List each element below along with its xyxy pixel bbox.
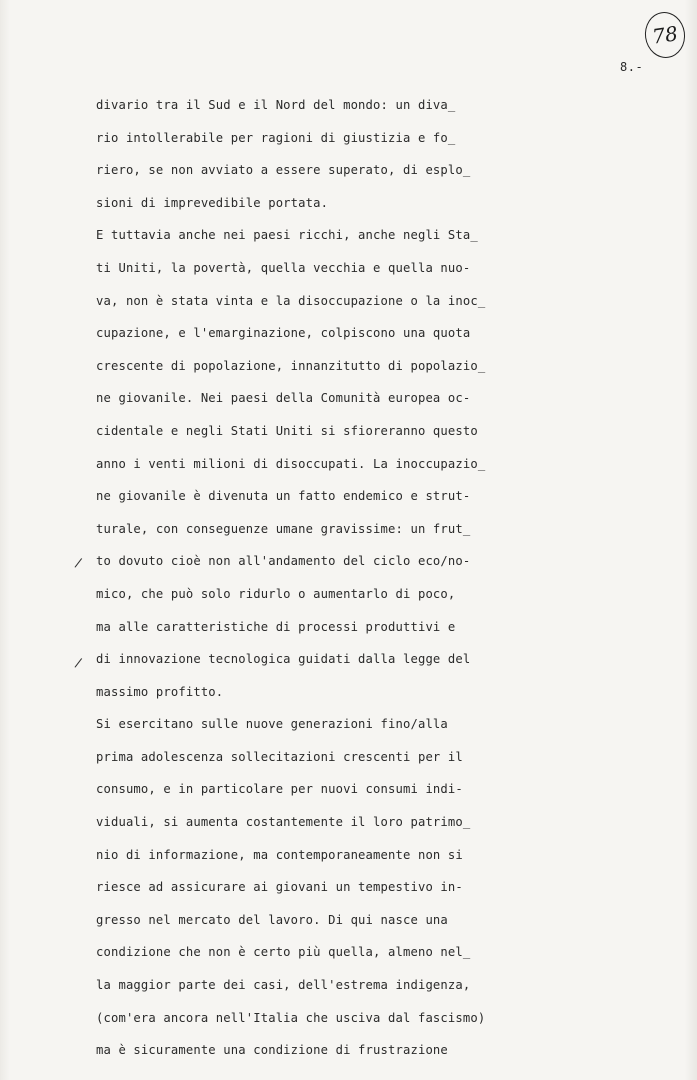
text-line: Si esercitano sulle nuove generazioni fino/alla: [96, 717, 448, 732]
text-line: turale, con conseguenze umane gravissime: un frut_: [96, 521, 471, 536]
text-line: di innovazione tecnologica guidati dalla legge del: [96, 652, 471, 667]
text-line: crescente di popolazione, innanzitutto di popolazio_: [96, 358, 486, 373]
page-stamp: [642, 9, 688, 60]
text-line: anno i venti milioni di disoccupati. La inoccupazio_: [96, 456, 486, 471]
margin-mark: /: [73, 655, 83, 672]
text-line: va, non è stata vinta e la disoccupazione o la inoc_: [96, 293, 486, 308]
stamp-number: 78: [650, 21, 680, 49]
text-line: cupazione, e l'emarginazione, colpiscono una quota: [96, 326, 471, 341]
text-line: rio intollerabile per ragioni di giustizia e fo_: [96, 130, 456, 145]
page-number: 8.-: [620, 60, 644, 74]
text-line: consumo, e in particolare per nuovi consumi indi-: [96, 782, 463, 797]
text-line: to dovuto cioè non all'andamento del ciclo eco/no-: [96, 554, 471, 569]
text-line: riero, se non avviato a essere superato, di esplo_: [96, 163, 471, 178]
text-line: ma è sicuramente una condizione di frustrazione: [96, 1043, 448, 1058]
text-line: (com'era ancora nell'Italia che usciva dal fascismo): [96, 1010, 486, 1025]
text-line: mico, che può solo ridurlo o aumentarlo di poco,: [96, 586, 456, 601]
text-line: viduali, si aumenta costantemente il loro patrimo_: [96, 815, 471, 830]
text-line: gresso nel mercato del lavoro. Di qui nasce una: [96, 912, 448, 927]
text-line: ma alle caratteristiche di processi produttivi e: [96, 619, 456, 634]
text-line: ne giovanile. Nei paesi della Comunità europea oc-: [96, 391, 471, 406]
text-line: cidentale e negli Stati Uniti si sfioreranno questo: [96, 423, 478, 438]
margin-mark: /: [73, 555, 83, 572]
text-line: prima adolescenza sollecitazioni crescenti per il: [96, 749, 463, 764]
text-line: massimo profitto.: [96, 684, 224, 699]
text-line: ne giovanile è divenuta un fatto endemico e strut-: [96, 489, 471, 504]
text-line: sioni di imprevedibile portata.: [96, 195, 329, 210]
text-line: condizione che non è certo più quella, almeno nel_: [96, 945, 471, 960]
text-line: divario tra il Sud e il Nord del mondo: un diva_: [96, 98, 456, 112]
text-line: ti Uniti, la povertà, quella vecchia e quella nuo-: [96, 260, 471, 275]
body-text: [96, 94, 656, 1072]
text-line: nio di informazione, ma contemporaneamente non si: [96, 847, 463, 862]
text-line: riesce ad assicurare ai giovani un tempestivo in-: [96, 880, 463, 895]
text-line: E tuttavia anche nei paesi ricchi, anche negli Sta_: [96, 228, 478, 243]
text-line: la maggior parte dei casi, dell'estrema indigenza,: [96, 978, 471, 993]
